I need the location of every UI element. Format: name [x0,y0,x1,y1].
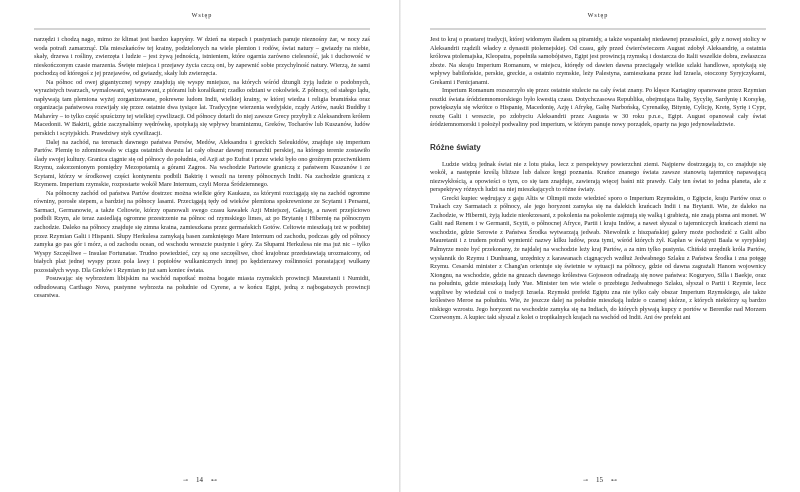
ornament-icon: ⊷ [211,478,218,484]
left-page-body [34,36,370,301]
paragraph: Posuwając się wybrzeżem libijskim na wschód napotkać można bogate miasta rzymskich prowincji Mauretanii i Numidii, odbudowaną Carthago Nova, pustynne wybrzeża na południe od Cyrene, a w końcu Egipt, jedną z najbogatszych prowincji cesarstwa. [34,275,370,300]
paragraph: Dalej na zachód, na terenach dawnego państwa Persów, Medów, Aleksandra i greckich Seleukidów, znajduje się imperium Partów. Plemię to zdominowało w ciągu ostatnich dwustu lat cały obszar dawnej monarchii perskiej, na którego terenie zostawiło ślady swojej kultury. Granica ciągnie się od północy do południa, od Azji aż po Eufrat i przez wieki było ono groźnym przeciwnikiem Rzymu, zakorzenionym pomiędzy Mezopotamią a górami Zagros. Na wschodzie Partowie graniczą z państwem Kuszanów i ze Scytami, którzy w środkowej części kontynentu podbili Baktrię i weszli na tereny północnych Indii. Na zachodzie graniczą z Rzymem. Imperium rzymskie, rozpostarte wokół Mare Internum, czyli Morza Śródziemnego. [34,138,370,189]
paragraph: Na północ od owej gigantycznej wyspy znajdują się wyspy mniejsze, na których wśród dżungli żyją ludzie o podobnych, wyrazistych twarzach, wymalowani, wytatuowani, z piórami lub koralikami; rzadko odziani w cokolwiek. Z północy, od stałego lądu, napływają tam plemiona wyżej zorganizowane, pokrewne ludom Indii, wielkiej krainy, w której wiedza i religia bramińska oraz organizacja państwowa rozwijały się przez ostatnie dwa tysiące lat. Tradycyjne wierzenia wedyjskie, rządy Ariów, nauki Buddhy i Mahavíry – to tylko część spuścizny tej wielkiej cywilizacji. Od północy dotarli do niej zawsze Grecy przybyli z Aleksandrem królem Macedonii. W Baktrii, gdzie zaczynaliśmy wędrówkę, spotykają się wpływy braminizmu, Greków, Tocharów lub Kuszanów, ludów perskich i scytyjskich. Prawdziwy styk cywilizacji. [34,78,370,138]
running-head-right: Wstęp [587,12,609,19]
running-head-left: Wstęp [191,12,213,19]
paragraph: Grecki kupiec wędrujący z gaju Altis w Olimpii może wiedzieć sporo o Imperium Rzymskim, o Egipcie, kraju Partów oraz o Trakach czy Sarmatach z północy, ale jego horyzont zamyka się na dalekich krańcach Indii i na Brytanii. Wie, że daleko na Zachodzie, w Hibernii, żyją ludzie nieokrzesani, z pokolenia na pokolenie zajmują się walką i grabieżą, nie znają pisma ani monet. W Galii nad Renem i w Germanii, Scytii, o północnej Afryce, Partii i kraju Indów, a nawet słyszał o tajemniczych krańcach ziemi na wschodzie, gdzie Serowie z Państwa Środka wytwarzają jedwab. Niewolnik z hiszpańskiej galery może pochodzić z Galii albo Mauretanii i z trudem potrafi wymienić nazwy kilku ludów, poza tymi, wśród których żył. Kapłan w świątyni Baala w syryjskiej Palmyrze może być przekonany, że najdalej na wschodzie leży kraj Partów, a za nim tylko pustynia. Chiński urzędnik króla Partów, wysłannik do Rzymu i Dunhuang, urzędnicy z karawanach ciągnących wzdłuż Jedwabnego Szlaku z Państwa Środka i zna potęgę Rzymu. Cesarski minister z Chang'an orientuje się świetnie w sytuacji na północy, gdzie od dawna zagrażali Hanom wojownicy Xiongnu, na wschodzie, gdzie na gruzach dawnego królestwa Gojoseon odradzają się nowe państwa: Koguryeo, Silla i Baekje, oraz na południu, gdzie mieszkają ludy Yue. Minister ten wie wiele o przebiegu Jedwabnego Szlaku, słyszał o Partii i Rzymie, lecz wątpliwe by wiedział coś o tradycji Izraela. Rzymski prefekt Egiptu zna nie tylko cały obszar Imperium Rzymskiego, ale także królestwo Meroe na południu. Wie, że jeszcze dalej na południe mieszkają ludzie o czarnej skórze, z których niektórzy są bardzo niskiego wzrostu. Jego horyzont na wschodzie zamyka się na Indiach, do których pływają kupcy z portów w Berenike nad Morzem Czerwonym. A kupiec taki słyszał z kolei o tropikalnych krajach na wschód od Indii. Ani ów prefekt ani [430,194,766,322]
paragraph: Jest to kraj o prastarej tradycji, której widomym śladem są piramidy, a także wspaniałej niedawnej przeszłości, gdy z nowej stolicy w Aleksandrii rządzili władcy z dynastii ptolemejskiej. Od czasu, gdy przed ćwierćwieczem August zdobył Aleksandrię, a ostatnia królowa ptolemajska, Kleopatra, popełniła samobójstwo, Egipt jest prowincją rzymską i dostarcza do Italii wszelkie dobra, zwłaszcza zboże. Na skraju Imperium Romanum, w miejscu, którędy od dawien dawna przeciągały wielkie szlaki handlowe, spotykają się wpływy babilońskie, perskie, greckie, a ostatnio rzymskie, leży Palestyna, zamieszkana przez lud Izraela, otoczony Syryjczykami, Grekami i Fenicjanami. [430,36,766,86]
page-number: 14 [196,476,204,484]
folio-right [400,476,800,484]
paragraph: Na północny zachód od państwa Partów dostrzec można wielkie góry Kaukazu, za którymi rozciągają się na zachód ogromne równiny, porosłe stepem, a bardziej na północy lasami. Przeciągają tędy od wieków plemiona spokrewnione ze Scytami i Persami, Sarmaci, Germanowie, a także Celtowie, którzy opanowali swego czasu kawałek Azji Mniejszej, Galację, a nawet przejściowo podbili Rzym, ale teraz zasiedlają ogromne przestrzenie na północ od rzymskiego limes, aż po Brytanię i Hibernię na północnym zachodzie. Daleko na północy znajduje się zimna kraina, zamieszkana przez germańskich Gotów. Celtowie mieszkają też w podbitej przez Rzymian Galii i Hispanii. Słupy Herkulesa zamykają basen zamkniętego Mare Internum od zachodu, podczas gdy od północy zamyka go pas gór i mórz, a od zachodu ocean, od wschodu wreszcie pustynie i góry. Za Słupami Herkulesa nie ma już nic – tylko Wyspy Szczęśliwe – Insulae Fortunatae. Trudno powiedzieć, czy są one szczęśliwe, choć krajobraz przedstawiają urozmaicony, od białych plaż jednej wyspy przez pola lawy i popiołów wulkanicznych innej po kędzierzawy roślinności porastającej wulkany pozostałych wysp. Dla Greków i Rzymian to już sam koniec świata. [34,189,370,274]
right-page [400,0,800,492]
right-page-body [430,36,766,323]
folio-left [0,476,400,484]
section-heading: Różne światy [430,143,481,153]
ornament-icon: ⊸ [182,478,189,484]
paragraph: narzędzi i chodzą nago, mimo że klimat jest bardzo kapryśny. W dzień na stepach i pustyniach panuje nieznośny żar, w nocy zaś woda potrafi zamarznąć. Dla mieszkańców tej krainy, podzielonych na wiele plemion i rodów, świat natury – gwiazdy na niebie, skały, drzewa i rośliny, zwierzęta i ludzie – jest żywą jednością, istnieniem, które ogarnia zarówno cielesność, jak i duchowość w nieskończonym czasie marzenia. Święte miejsca i przejawy życia czczą oni, by zapewnić sobie przychylność natury. Wierzą, że sami pochodzą od któregoś z jej przejawów, od gwiazdy, skały lub zwierzęcia. [34,36,370,78]
ornament-icon: ⊷ [611,478,618,484]
head-rule-right [430,26,766,32]
paragraph: Imperium Romanum rozszerzyło się przez ostatnie stulecie na cały świat znany. Po klęsce Kartaginy opanowane przez Rzymian resztki świata śródziemnomorskiego było kwestią czasu. Dotychczasowa Republika, obejmująca Italię, Sycylię, Sardynię i Korsykę, powiększyła się wkrótce o Hispanię, Macedonię, Azję i Afrykę, Galię Narbońską, Cyrenaikę, Bitynię, Cylicję, Kretę, Syrię i Cypr, resztę Galii i wreszcie, po zdobyciu Aleksandrii przez Augusta w 30 roku p.n.e., Egipt. August opanował cały świat śródziemnomorski i położył podwaliny pod imperium, w którym panuje nowy porządek, oparty na jego jedynowładztwie. [430,87,766,129]
page-number: 15 [596,476,604,484]
head-rule-left [34,26,370,32]
ornament-icon: ⊸ [582,478,589,484]
paragraph: Ludzie widzą jednak świat nie z lotu ptaka, lecz z perspektywy powierzchni ziemi. Najpierw dostrzegają to, co znajduje się wokół, a następnie kreślą bliższe lub dalsze kręgi poznania. Krańce znanego świata zawsze stanowią tajemnicę napawającą niezwykłością, a opowieści o tym, co się tam znajduje, zawierają więcej baśni niż prawdy. Cały ten świat to jedna planeta, ale z perspektywy różnych ludzi na niej mieszkających to różne światy. [430,160,766,194]
